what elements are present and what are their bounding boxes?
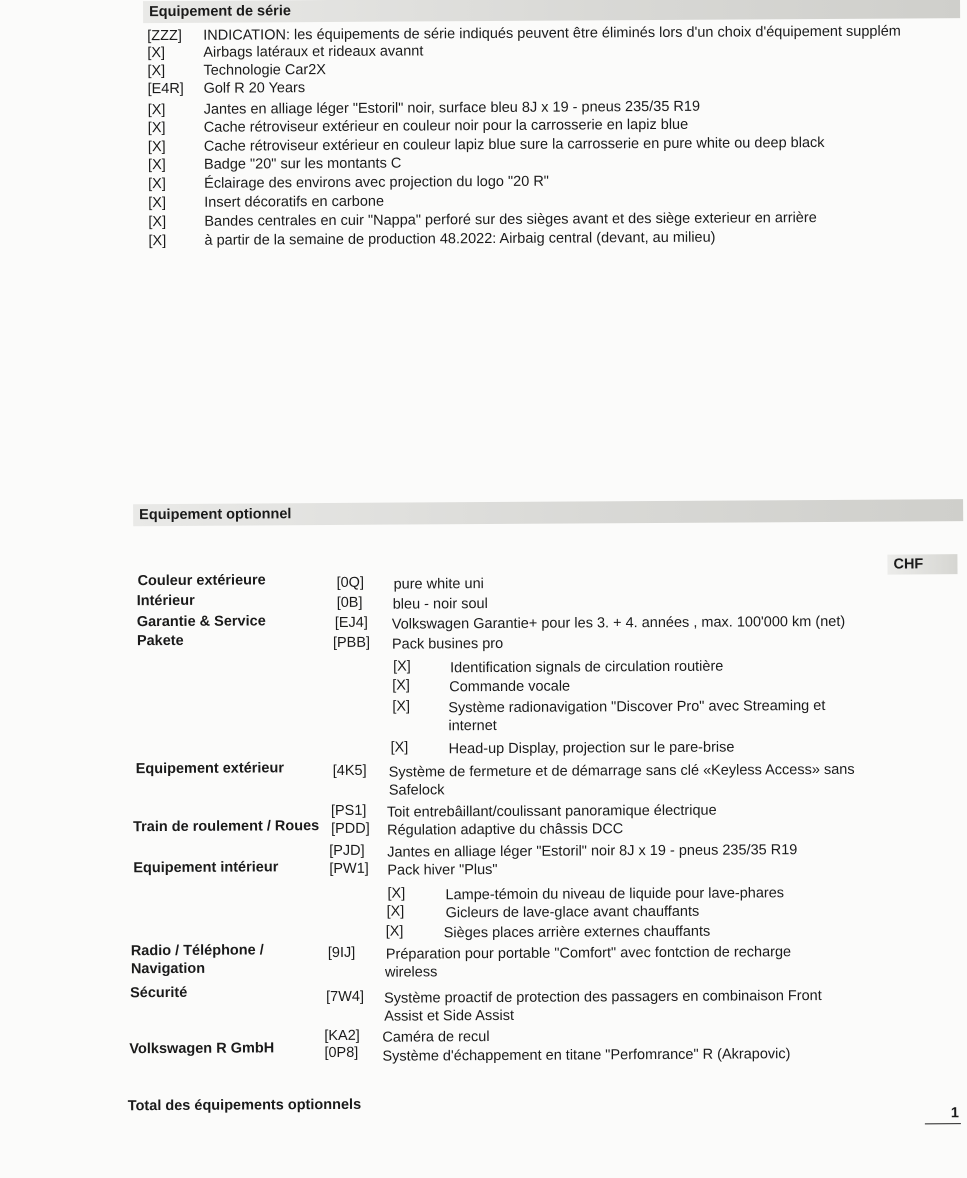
category-label: Equipement intérieur [133, 859, 279, 877]
list-item [148, 135, 825, 156]
option-text: Volkswagen Garantie+ pour les 3. + 4. années , max. 100'000 km (net) [391, 613, 846, 633]
sub-option-text: Head-up Display, projection sur le pare-brise [448, 739, 735, 758]
option-text: Système de fermeture et de démarrage sans clé «Keyless Access» sans [388, 761, 855, 781]
category-label: Volkswagen R GmbH [129, 1040, 275, 1058]
list-item [147, 62, 326, 80]
category-label: Sécurité [130, 984, 188, 1002]
item-text: à partir de la semaine de production 48.2022: Airbaig central (devant, au milieu) [204, 229, 716, 249]
list-item [148, 117, 688, 137]
option-code: [PBB] [332, 634, 371, 651]
item-text: Insert décoratifs en carbone [204, 193, 385, 211]
list-item [148, 99, 700, 119]
item-text: Jantes en alliage léger "Estoril" noir, surface bleu 8J x 19 - pneus 235/35 R19 [203, 98, 701, 118]
option-text: Pack busines pro [391, 635, 504, 653]
option-text: Jantes en alliage léger "Estoril" noir 8J x 19 - pneus 235/35 R19 [387, 842, 798, 861]
sub-option-code: [X] [387, 885, 406, 902]
item-code: [X] [147, 156, 166, 174]
option-code: [PW1] [329, 860, 369, 878]
option-code: [EJ4] [334, 614, 368, 631]
option-code: [PS1] [330, 802, 367, 819]
option-code: [7W4] [326, 988, 365, 1006]
category-label: Navigation [130, 960, 206, 978]
option-text: Préparation pour portable "Comfort" avec fontction de recharge [385, 944, 792, 963]
item-code: [ZZZ] [147, 27, 182, 45]
sub-option-code: [X] [392, 698, 411, 715]
option-code: [PDD] [331, 820, 370, 837]
item-code: [X] [148, 232, 167, 250]
item-text: Cache rétroviseur extérieur en couleur noir pour la carrosserie en lapiz blue [203, 116, 689, 136]
category-label: Intérieur [136, 592, 195, 610]
sub-option-code: [X] [392, 677, 410, 694]
sub-option-text: Lampe-témoin du niveau de liquide pour lave-phares [445, 885, 785, 904]
item-code: [X] [148, 194, 167, 212]
item-code: [X] [147, 101, 166, 119]
sub-option-code: [X] [390, 739, 409, 756]
list-item [148, 210, 816, 231]
category-label: Equipement extérieur [135, 760, 285, 778]
option-code: [PJD] [329, 842, 365, 860]
list-item [148, 156, 401, 175]
category-label: Garantie & Service [136, 613, 266, 631]
series-section-header [143, 0, 960, 23]
currency-header [887, 554, 957, 574]
option-code: [0Q] [336, 574, 365, 591]
list-item [148, 174, 549, 193]
option-text: wireless [384, 964, 438, 981]
sub-option-text: internet [448, 717, 497, 735]
total-underline [925, 1123, 961, 1124]
item-text: Airbags latéraux et rideaux avannt [203, 43, 424, 61]
option-text: Toit entrebâillant/coulissant panoramique électrique [386, 802, 717, 821]
list-item [148, 194, 384, 212]
option-code: [KA2] [324, 1027, 360, 1045]
category-label: Radio / Téléphone / [130, 942, 264, 960]
item-code: [X] [148, 175, 166, 193]
sub-option-text: Système radionavigation "Discover Pro" avec Streaming et [448, 697, 826, 717]
list-item [147, 80, 305, 98]
option-text: Système d'échappement en titane "Perfomrance" R (Akrapovic) [382, 1046, 791, 1065]
item-text: Badge "20" sur les montants C [203, 155, 402, 173]
item-code: [E4R] [147, 80, 184, 98]
item-code: [X] [147, 62, 166, 80]
item-code: [X] [147, 119, 166, 137]
sub-option-text: Sièges places arrière externes chauffants [443, 923, 711, 942]
list-item [147, 23, 901, 45]
item-text: Golf R 20 Years [203, 80, 306, 97]
option-code: [0B] [336, 594, 363, 611]
option-code: [0P8] [324, 1044, 359, 1062]
sub-option-code: [X] [393, 658, 411, 675]
option-text: bleu - noir soul [392, 596, 488, 613]
category-label: Pakete [136, 632, 184, 650]
item-text: Bandes centrales en cuir "Nappa" perforé sur des sièges avant et des siège exterieur en arrière [204, 210, 817, 230]
series-section-title: Equipement de série [149, 3, 291, 21]
item-text: Cache rétroviseur extérieur en couleur lapiz blue sure la carrosserie en pure white ou deep black [203, 134, 825, 155]
list-item [147, 43, 423, 62]
sub-option-text: Identification signals de circulation routière [450, 658, 724, 677]
option-text: Système proactif de protection des passagers en combinaison Front [384, 987, 822, 1007]
option-text: Régulation adaptive du châssis DCC [387, 821, 624, 839]
optional-section-header [133, 499, 963, 526]
optional-section-title: Equipement optionnel [139, 506, 292, 524]
currency-label: CHF [893, 556, 924, 573]
item-code: [X] [147, 138, 166, 156]
option-text: pure white uni [393, 576, 484, 593]
total-value: 1 [950, 1105, 959, 1122]
sub-option-code: [X] [386, 903, 405, 920]
option-code: [4K5] [332, 762, 367, 779]
option-text: Caméra de recul [382, 1029, 490, 1046]
list-item [148, 230, 715, 250]
sub-option-code: [X] [385, 923, 404, 940]
item-code: [X] [147, 44, 166, 62]
option-text: Pack hiver "Plus" [387, 861, 498, 879]
option-text: Safelock [388, 782, 445, 799]
option-code: [9IJ] [327, 944, 356, 962]
total-label: Total des équipements optionnels [127, 1096, 362, 1115]
sub-option-text: Gicleurs de lave-glace avant chauffants [445, 903, 700, 922]
sub-option-text: Commande vocale [449, 678, 571, 696]
item-text: Technologie Car2X [203, 62, 327, 79]
item-text: Éclairage des environs avec projection du logo "20 R" [204, 173, 549, 192]
item-text: INDICATION: les équipements de série indiqués peuvent être éliminés lors d'un choix d'équipement supplém [203, 23, 901, 44]
category-label: Train de roulement / Roues [133, 818, 320, 836]
category-label: Couleur extérieure [137, 572, 266, 590]
option-text: Assist et Side Assist [384, 1007, 515, 1025]
item-code: [X] [148, 213, 167, 231]
